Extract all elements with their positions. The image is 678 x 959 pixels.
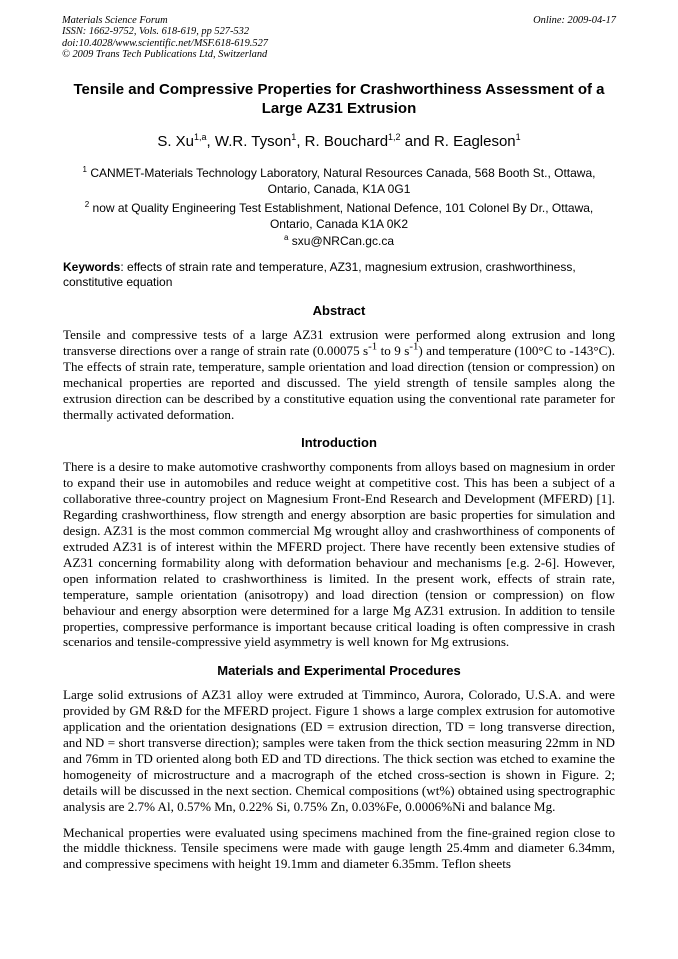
email-address: sxu@NRCan.gc.ca: [288, 234, 394, 248]
author-affil-mark: 1: [291, 132, 297, 142]
author-affil-mark: 1,a: [194, 132, 207, 142]
keywords-label: Keywords: [63, 260, 121, 274]
section-heading: Abstract: [312, 303, 366, 318]
paper-sections: [63, 303, 615, 872]
author-name: W.R. Tyson: [214, 133, 292, 150]
affiliations: [63, 165, 615, 249]
section-heading: Materials and Experimental Procedures: [217, 663, 461, 679]
body-paragraph: Large solid extrusions of AZ31 alloy were extruded at Timminco, Aurora, Colorado, U.S.A. and were provided by GM R&D for the MFERD project. Figure 1 shows a large complex extrusion for automotive application and the orientation designations (ED = extrusion direction, TD = long transverse direction, and ND = short transverse direction); samples were taken from the thick section measuring 22mm in ND and 76mm in TD oriented along both ED and TD directions. The thick section was etched to examine the homogeneity of microstructure and a macrograph of the etched cross-section is shown in Figure. 2; details will be discussed in the next section. Chemical compositions (wt%) obtained using spectrographic analysis are 2.7% Al, 0.57% Mn, 0.22% Si, 0.75% Zn, 0.03%Fe, 0.0006%Ni and balance Mg.: [63, 687, 616, 814]
affiliation-text: CANMET-Materials Technology Laboratory, Natural Resources Canada, 568 Booth St., Ottawa, Ontario, Canada, K1A 0G1: [86, 166, 596, 196]
author-name: R. Eagleson: [433, 133, 516, 150]
keywords: [63, 260, 615, 290]
author-affil-mark: 1,2: [388, 132, 401, 142]
affiliation-mark: 1: [82, 165, 87, 174]
affiliation: [63, 200, 615, 232]
body-paragraph: There is a desire to make automotive crashworthy components from alloys based on magnesium in order to expand their use in automobiles and reduce weight at competitive cost. This has been a subject of a collaborative three-country project on Magnesium Front-End Research and Development (MFERD) [1]. Regarding crashworthiness, flow strength and energy absorption are basic properties for simulation and design. AZ31 is the most common commercial Mg wrought alloy and crashworthiness of components of extruded AZ31 is of interest within the MFERD project. There have recently been extensive studies of AZ31 concerning formability along with deformation behaviour and mechanisms [e.g. 2-6]. However, open information related to crashworthiness is limited. In the present work, effects of strain rate, temperature, sample orientation (anisotropy) and load direction (tension or compression) on flow behaviour and energy absorption were determined for a large Mg AZ31 extrusion. In addition to tensile properties, compressive performance is important because critical loading is often compressive in crash scenarios and tensile-compressive yield asymmetry is well known for Mg extrusions.: [63, 459, 615, 650]
affiliation-mark: 2: [84, 200, 90, 209]
online-date: Online: 2009-04-17: [533, 15, 616, 26]
paper-content: [63, 80, 615, 872]
journal-header: [62, 15, 616, 60]
keywords-text: : effects of strain rate and temperature, AZ31, magnesium extrusion, crashworthiness, constitutive equation: [63, 260, 576, 289]
journal-name: Materials Science Forum: [62, 15, 168, 26]
paper-title: Tensile and Compressive Properties for Crashworthiness Assessment of a Large AZ31 Extrusion: [73, 81, 605, 117]
affiliation: [63, 165, 615, 197]
author-name: R. Bouchard: [304, 133, 389, 150]
email-mark: a: [283, 233, 289, 242]
author-name: S. Xu: [157, 133, 195, 150]
affiliation-text: now at Quality Engineering Test Establishment, National Defence, 101 Colonel By Dr., Ottawa, Ontario, Canada K1A 0K2: [89, 201, 594, 231]
doi-line: doi:10.4028/www.scientific.net/MSF.618-619.527: [62, 37, 268, 49]
author-affil-mark: 1: [515, 132, 521, 142]
copyright-line: © 2009 Trans Tech Publications Ltd, Switzerland: [62, 48, 268, 60]
issn-line: ISSN: 1662-9752, Vols. 618-619, pp 527-532: [62, 26, 250, 38]
body-paragraph: Mechanical properties were evaluated using specimens machined from the fine-grained region close to the middle thickness. Tensile specimens were made with gauge length 25.4mm and diameter 6.34mm, and compressive specimens with height 19.1mm and diameter 6.35mm. Teflon sheets: [63, 824, 615, 872]
superscript: -1: [368, 340, 378, 353]
superscript: -1: [409, 340, 419, 353]
section-heading: Introduction: [301, 435, 377, 451]
email-line: [63, 233, 615, 249]
author-list: S. Xu$^{1,a}$, W.R. Tyson$^1$, R. Bouchard$^{1,2}$ and R. Eagleson$^1$: [157, 132, 521, 150]
body-paragraph: Tensile and compressive tests of a large AZ31 extrusion were performed along extrusion and long transverse directions over a range of strain rate (0.00075 $s^{-1}$ to 9 $s^{-1}$) and temperature (100°C to -143°C). The effects of strain rate, temperature, sample orientation and load direction (tension or compression) on mechanical properties are reported and discussed. The yield strength of tensile samples along the extrusion direction can be described by a constitutive equation using the conventional rate parameter for thermally activated deformation.: [63, 327, 615, 422]
